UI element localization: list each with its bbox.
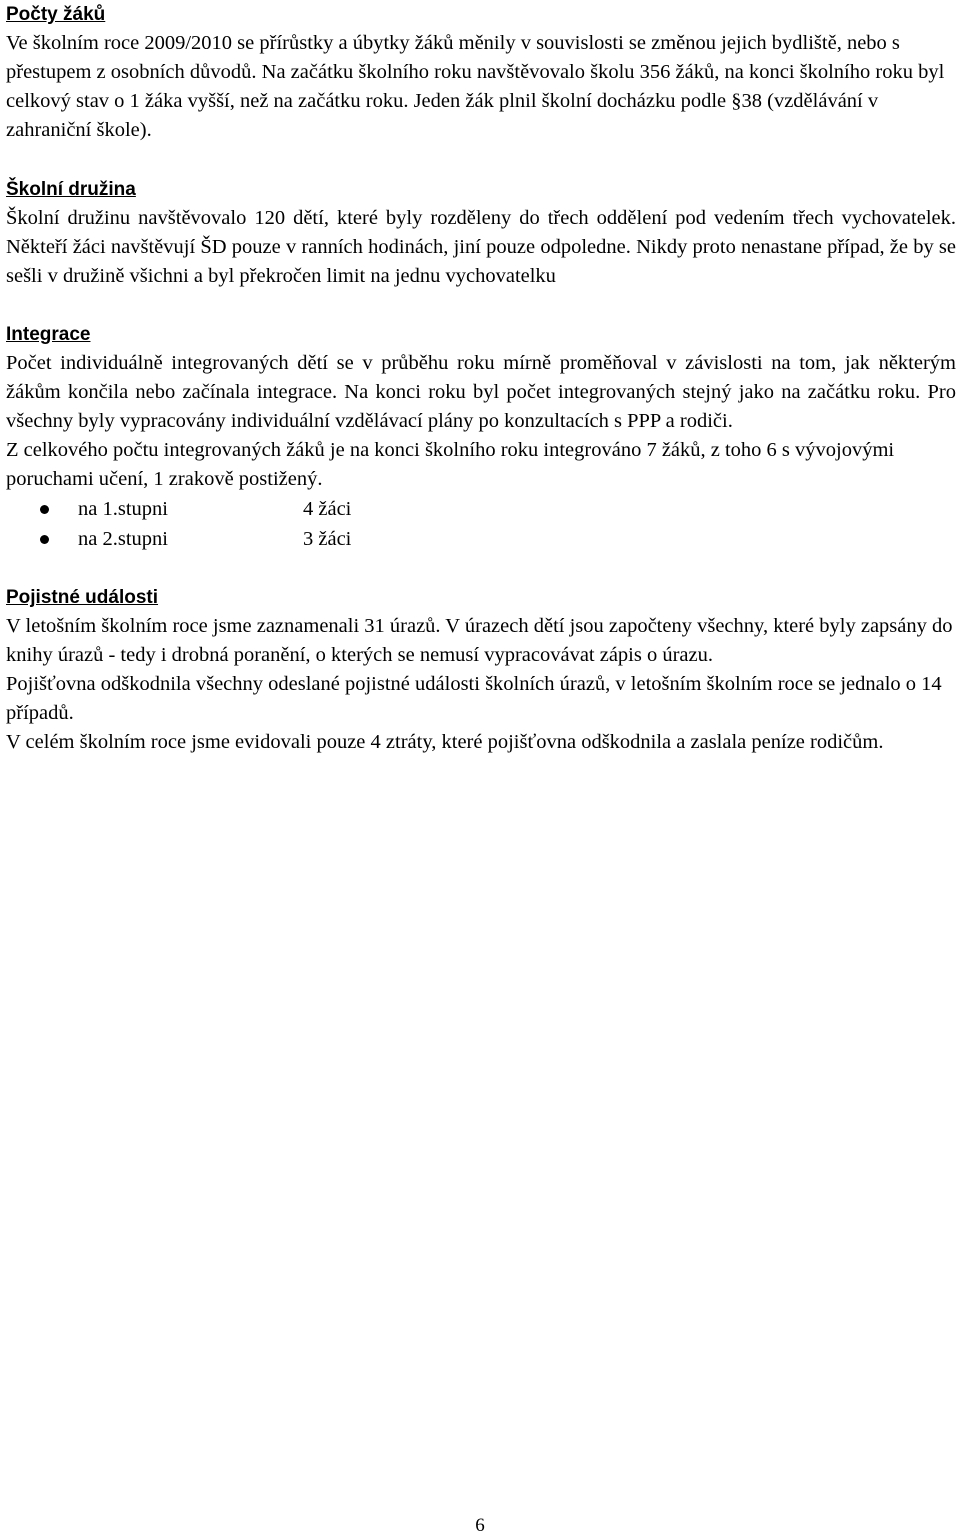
document-page bbox=[6, 0, 956, 757]
bullet-count: 4 žáci bbox=[303, 498, 352, 520]
list-item bbox=[6, 494, 956, 524]
bullet-count: 3 žáci bbox=[303, 528, 352, 550]
section-pojistne-udalosti bbox=[6, 583, 956, 757]
section-pocty-zaku bbox=[6, 0, 956, 145]
spacer bbox=[6, 554, 956, 583]
page-number: 6 bbox=[475, 1515, 485, 1536]
bullet-level-label: na 2.stupni bbox=[78, 528, 168, 550]
paragraph-pocty-zaku: Ve školním roce 2009/2010 se přírůstky a úbytky žáků měnily v souvislosti se změnou jejich bydliště, nebo s přestupem z osobních důvodů. Na začátku školního roku navštěvovalo školu 356 žáků, na konci školního roku byl celkový stav o 1 žáka vyšší, než na začátku roku. Jeden žák plnil školní docházku podle §38 (vzdělávání v zahraniční škole). bbox=[6, 32, 945, 141]
paragraph-pojistne-udalosti-2: Pojišťovna odškodnila všechny odeslané pojistné události školních úrazů, v letošním školním roce se jednalo o 14 případů. bbox=[6, 673, 942, 724]
section-skolni-druzina bbox=[6, 175, 956, 291]
section-heading-pocty-zaku: Počty žáků bbox=[6, 4, 106, 25]
paragraph-integrace-2: Z celkového počtu integrovaných žáků je na konci školního roku integrováno 7 žáků, z toho 6 s vývojovými poruchami učení, 1 zrakově postižený. bbox=[6, 439, 895, 490]
spacer bbox=[6, 291, 956, 320]
paragraph-skolni-druzina: Školní družinu navštěvovalo 120 dětí, které byly rozděleny do třech oddělení pod vedením třech vychovatelek. Někteří žáci navštěvují ŠD pouze v ranních hodinách, jiní pouze odpoledne. Nikdy proto nenastane případ, že by se sešli v družině všichni a byl překročen limit na jednu vychovatelku bbox=[6, 207, 956, 287]
section-heading-integrace: Integrace bbox=[6, 324, 91, 345]
bullet-level-label: na 1.stupni bbox=[78, 498, 168, 520]
paragraph-pojistne-udalosti-1: V letošním školním roce jsme zaznamenali 31 úrazů. V úrazech dětí jsou započteny všechny, které byly zapsány do knihy úrazů - tedy i drobná poranění, o kterých se nemusí vypracovávat zápis o úrazu. bbox=[6, 615, 953, 666]
bullet-icon bbox=[40, 505, 49, 514]
paragraph-integrace-1: Počet individuálně integrovaných dětí se v průběhu roku mírně proměňoval v závislosti na tom, jak některým žákům končila nebo začínala integrace. Na konci roku byl počet integrovaných stejný jako na začátku roku. Pro všechny byly vypracovány individuální vzdělávací plány po konzultacích s PPP a rodiči. bbox=[6, 352, 956, 432]
section-heading-pojistne-udalosti: Pojistné události bbox=[6, 587, 159, 608]
bullet-icon bbox=[40, 535, 49, 544]
section-integrace bbox=[6, 320, 956, 554]
integration-bullet-list bbox=[6, 494, 956, 554]
spacer bbox=[6, 145, 956, 175]
paragraph-pojistne-udalosti-3: V celém školním roce jsme evidovali pouze 4 ztráty, které pojišťovna odškodnila a zaslala peníze rodičům. bbox=[6, 731, 884, 753]
list-item bbox=[6, 524, 956, 554]
section-heading-skolni-druzina: Školní družina bbox=[6, 179, 136, 200]
